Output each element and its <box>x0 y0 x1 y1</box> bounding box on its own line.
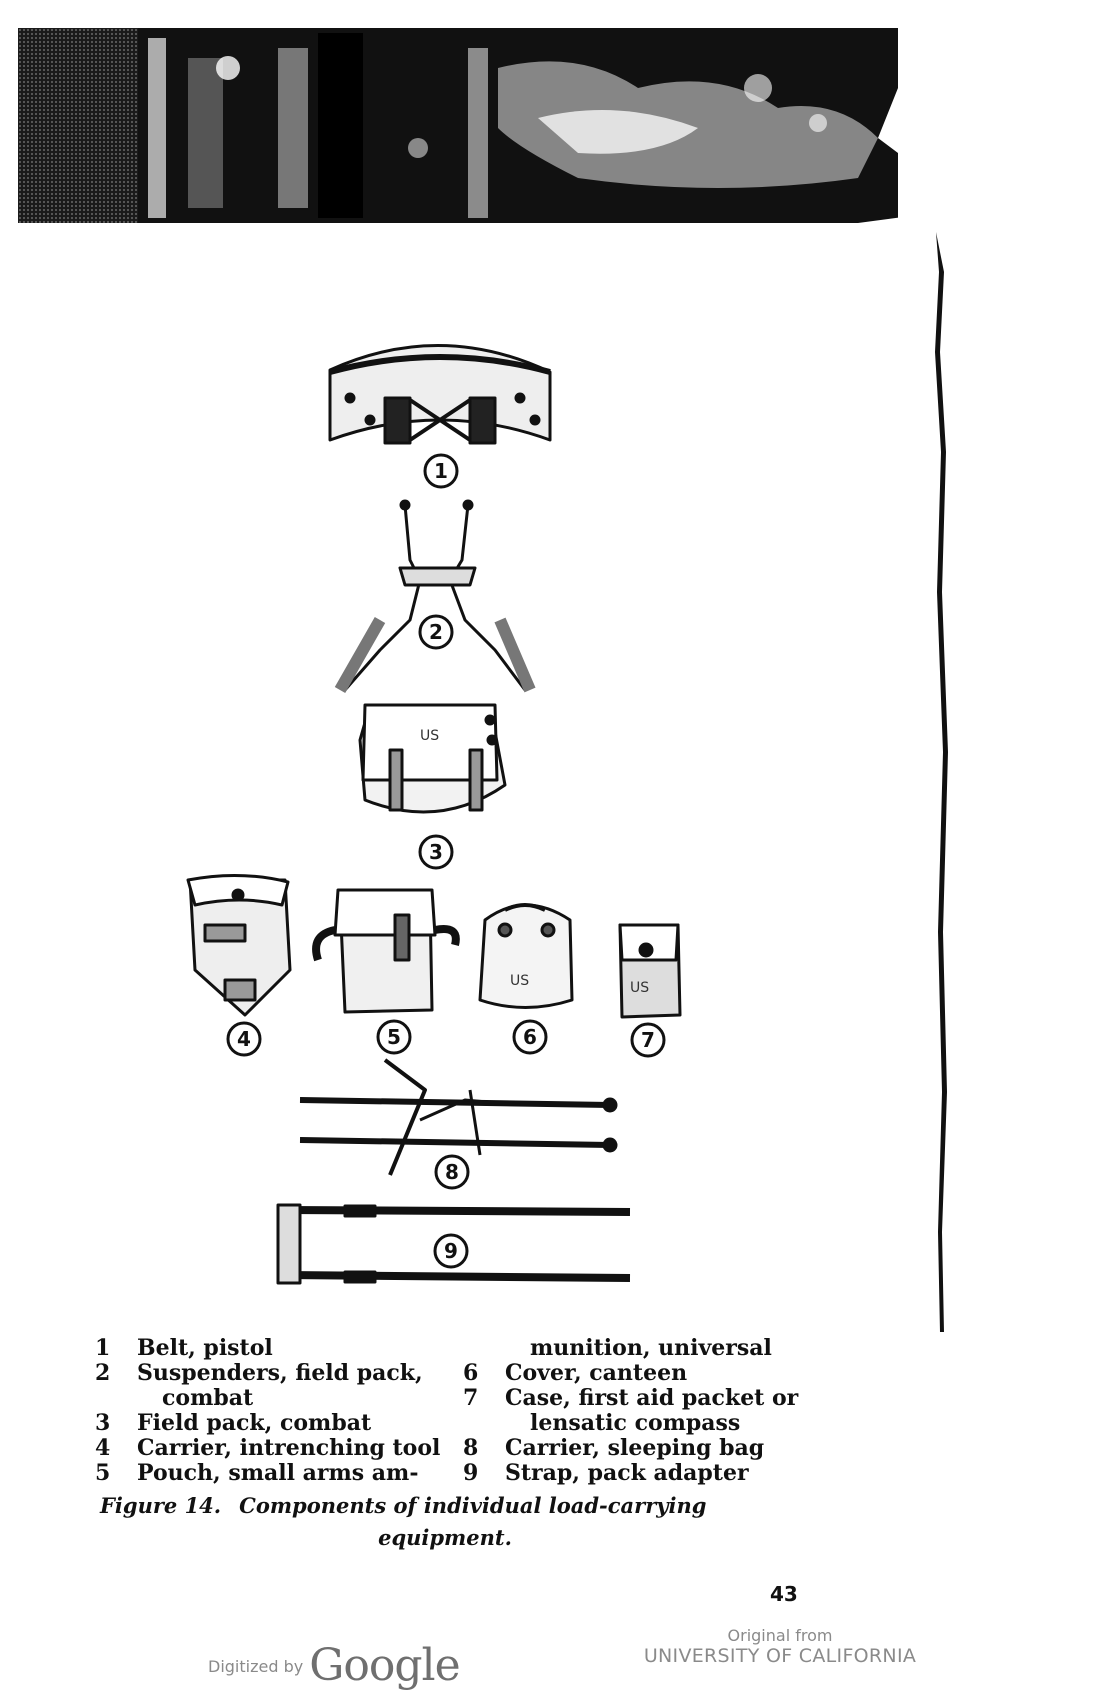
legend-row: 1 Belt, pistol <box>95 1335 273 1361</box>
legend-row: 6 Cover, canteen <box>463 1360 688 1386</box>
marker-label: 7 <box>641 1028 655 1052</box>
legend-row: 5 Pouch, small arms am- <box>95 1460 419 1486</box>
digitized-watermark <box>208 1640 460 1691</box>
canteen-cover-drawing <box>480 905 572 1008</box>
digitized-by-label: Digitized by <box>208 1657 304 1676</box>
legend-row: 8 Carrier, sleeping bag <box>463 1435 765 1461</box>
pistol-belt-drawing <box>330 345 550 443</box>
suspenders-drawing <box>340 501 530 690</box>
legend-row: munition, universal <box>530 1335 772 1361</box>
marker-9 <box>435 1235 467 1267</box>
legend-row: 3 Field pack, combat <box>95 1410 372 1436</box>
institution-label: UNIVERSITY OF CALIFORNIA <box>643 1645 917 1667</box>
legend-row: 7 Case, first aid packet or <box>463 1385 799 1411</box>
page-number: 43 <box>770 1582 798 1606</box>
caption-line-1: Components of individual load-carrying <box>239 1493 707 1518</box>
marker-2 <box>420 616 452 648</box>
figure-label: Figure 14. <box>100 1493 222 1518</box>
caption-line-2: equipment. <box>378 1525 512 1550</box>
svg-text:US: US <box>630 980 650 996</box>
marker-4 <box>228 1023 260 1055</box>
marker-8 <box>436 1156 468 1188</box>
legend-row: combat <box>162 1385 254 1411</box>
field-pack-drawing <box>360 705 505 812</box>
svg-text:US: US <box>510 973 530 989</box>
figure-caption <box>100 1490 820 1554</box>
marker-3 <box>420 836 452 868</box>
marker-1 <box>425 455 457 487</box>
marker-label: 2 <box>429 620 443 644</box>
legend-row: 4 Carrier, intrenching tool <box>95 1435 441 1461</box>
source-watermark <box>640 1626 920 1667</box>
marker-label: 3 <box>429 840 443 864</box>
marker-label: 1 <box>434 459 448 483</box>
marker-6 <box>514 1021 546 1053</box>
marker-7 <box>632 1024 664 1056</box>
legend-left-column <box>95 1335 441 1486</box>
marker-label: 5 <box>387 1025 401 1049</box>
intrenching-carrier-drawing <box>188 875 290 1015</box>
marker-5 <box>378 1021 410 1053</box>
svg-text:US: US <box>420 728 440 744</box>
marker-label: 9 <box>444 1239 458 1263</box>
first-aid-case-drawing <box>620 925 680 1017</box>
original-from-label: Original from <box>727 1626 833 1645</box>
legend-row: 9 Strap, pack adapter <box>463 1460 749 1486</box>
google-logo: Google <box>309 1640 460 1691</box>
marker-label: 4 <box>237 1027 251 1051</box>
marker-label: 8 <box>445 1160 459 1184</box>
legend-right-column <box>463 1336 813 1486</box>
legend-row: lensatic compass <box>530 1410 741 1436</box>
legend-row: 2 Suspenders, field pack, <box>95 1360 423 1386</box>
ammo-pouch-drawing <box>316 890 456 1012</box>
marker-label: 6 <box>523 1025 537 1049</box>
